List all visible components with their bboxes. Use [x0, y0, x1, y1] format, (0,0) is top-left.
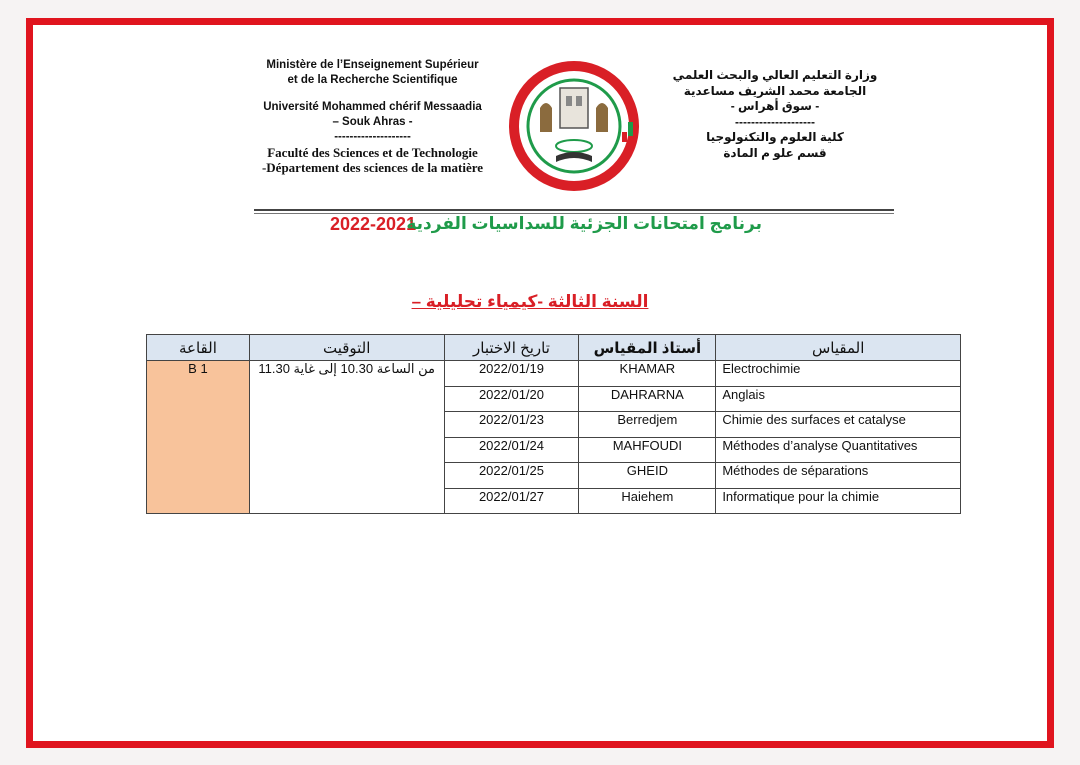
room-cell: B 1 [147, 361, 250, 514]
date-cell: 2022/01/27 [444, 488, 579, 514]
header-divider [254, 209, 894, 211]
table-row [147, 361, 961, 387]
teacher-cell: Haiehem [579, 488, 716, 514]
separator-ar: -------------------- [735, 114, 815, 129]
university-fr-line2: – Souk Ahras - [332, 116, 413, 128]
ministry-ar: وزارة التعليم العالي والبحث العلمي [672, 68, 878, 82]
date-cell: 2022/01/25 [444, 463, 579, 489]
university-fr-line1: Université Mohammed chérif Messaadia [263, 101, 482, 113]
date-cell: 2022/01/23 [444, 412, 579, 438]
teacher-cell: Berredjem [579, 412, 716, 438]
program-subtitle: السنة الثالثة -كيمياء تحليلية – [411, 292, 649, 311]
date-cell: 2022/01/19 [444, 361, 579, 387]
date-cell: 2022/01/20 [444, 386, 579, 412]
module-cell: Méthodes de séparations [716, 463, 961, 489]
table-header-row [147, 335, 961, 361]
city-ar: - سوق أهراس - [730, 99, 820, 113]
header-arabic [665, 68, 885, 161]
faculty-fr: Faculté des Sciences et de Technologie [267, 145, 478, 160]
module-cell: Informatique pour la chimie [716, 488, 961, 514]
header-module: المقياس [716, 335, 961, 361]
ministry-fr-line2: et de la Recherche Scientifique [287, 74, 458, 86]
department-fr: -Département des sciences de la matière [261, 160, 484, 175]
university-logo [500, 48, 648, 196]
module-cell: Chimie des surfaces et catalyse [716, 412, 961, 438]
header-time: التوقيت [249, 335, 444, 361]
time-cell: من الساعة 10.30 إلى غاية 11.30 [249, 361, 444, 514]
academic-year: 2022-2021 [330, 214, 417, 234]
university-ar: الجامعة محمد الشريف مساعدية [683, 83, 867, 98]
teacher-cell: DAHRARNA [579, 386, 716, 412]
header-room: القاعة [147, 335, 250, 361]
module-cell: Méthodes d’analyse Quantitatives [716, 437, 961, 463]
header-date: تاريخ الاختبار [444, 335, 579, 361]
title-text: برنامج امتحانات الجزئية للسداسيات الفردية [406, 214, 762, 233]
teacher-cell: KHAMAR [579, 361, 716, 387]
exam-schedule-table [146, 334, 961, 514]
teacher-cell: MAHFOUDI [579, 437, 716, 463]
module-cell: Electrochimie [716, 361, 961, 387]
schedule-title [300, 214, 780, 240]
header-teacher: أستاذ المقياس [579, 335, 716, 361]
module-cell: Anglais [716, 386, 961, 412]
teacher-cell: GHEID [579, 463, 716, 489]
date-cell: 2022/01/24 [444, 437, 579, 463]
department-ar: قسم علو م المادة [723, 145, 827, 160]
separator-fr: -------------------- [334, 131, 411, 143]
header-french [250, 58, 495, 175]
faculty-ar: كلية العلوم والتكنولوجيا [706, 130, 844, 144]
ministry-fr-line1: Ministère de l’Enseignement Supérieur [266, 59, 479, 71]
